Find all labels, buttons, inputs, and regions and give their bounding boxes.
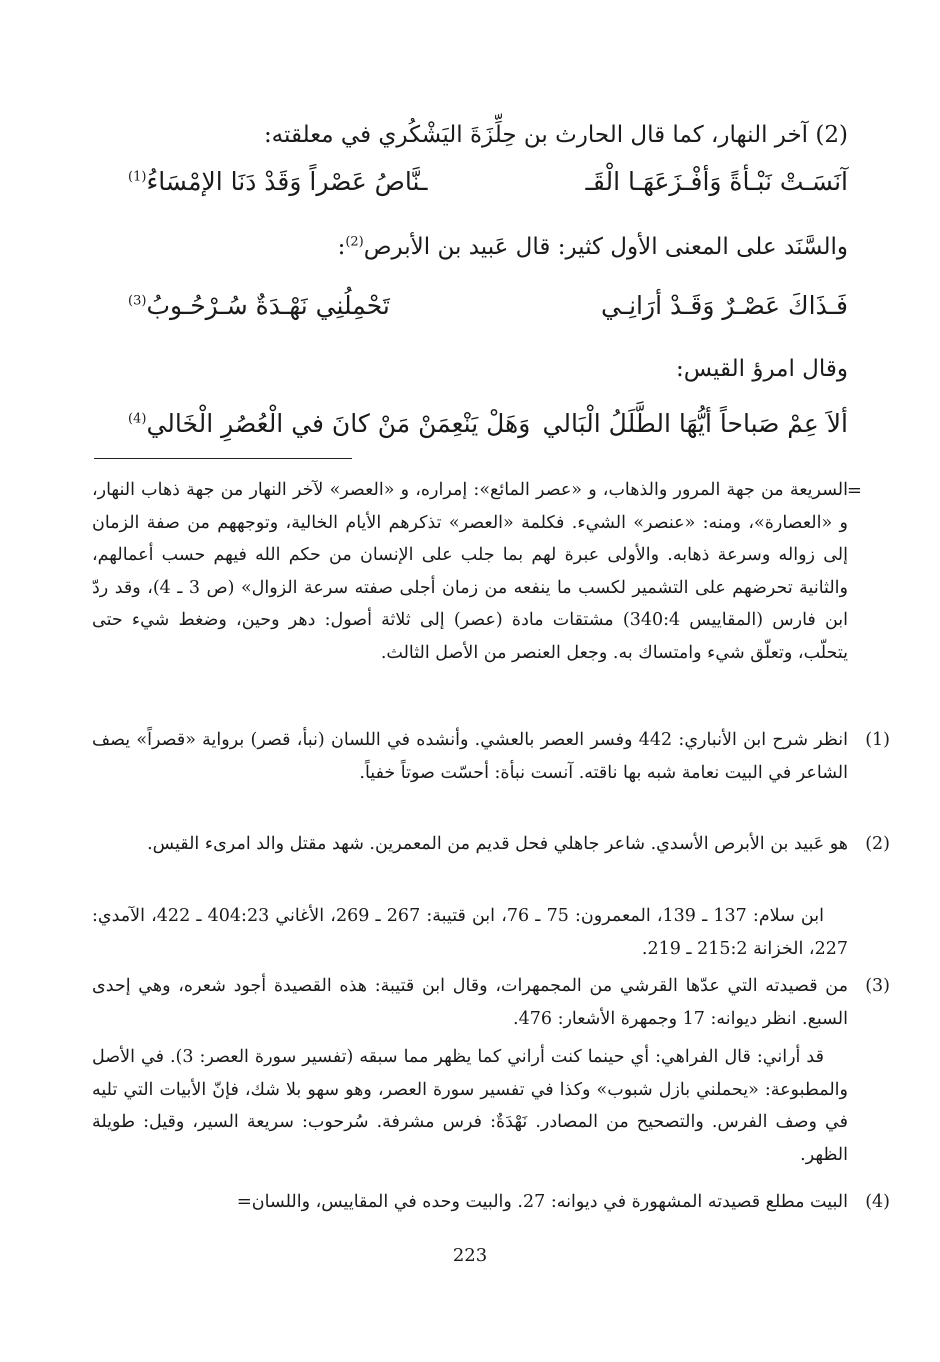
footnote-3 <box>92 970 890 1035</box>
footnote-ref-4: (4) <box>128 411 147 427</box>
line-2-colon: : <box>337 234 346 260</box>
footnote-3-commentary-text: قد أراني: قال الفراهي: أي حينما كنت أراني كما يظهر مما سبقه (تفسير سورة العصر: 3). في الأصل والمطبوعة: «يحملني بازل شبوب» وكذا في تفسير سورة العصر، وهو سهو بلا شك، فإنّ الأبيات التي تليه في وصف الفرس. والتصحيح من المصادر. نَهْدَةٌ: فرس مشرفة. سُرحوب: سريعة السير، وقيل: طويلة الظهر. <box>92 1047 848 1165</box>
footnote-continuation-text: السريعة من جهة المرور والذهاب، و «عصر المائع»: إمراره، و «العصر» لآخر النهار من جهة ذهاب النهار، و «العصارة»، ومنه: «عنصر» الشيء. فكلمة «العصر» تذكرهم الأيام الخالية، وتوجههم من صفة الزمان إلى زواله وسرعة ذهابه. والأولى عبرة لهم بما جلب على الإنسان من حكم الله فيهم حسب أعمالهم، والثانية تحرضهم على التشمير لكسب ما ينفعه من زمان أجلى صفته سرعة الزوال» (ص 3 ـ 4)، وقد ردّ ابن فارس (المقاييس 340:4) مشتقات مادة (عصر) إلى ثلاثة أصول: دهر وحين، وضغط شيء حتى يتحلّب، وتعلّق شيء وامتساك به. وجعل العنصر من الأصل الثالث. <box>92 480 848 663</box>
verse-2-second-hemistich <box>128 286 390 326</box>
footnote-continuation <box>92 474 848 669</box>
footnote-3-number: (3) <box>865 976 890 996</box>
continuation-mark: = <box>846 480 862 501</box>
line-2-text: والسَّنَد على المعنى الأول كثير: قال عَبيد بن الأبرص <box>363 234 848 260</box>
verse-3-second-text: وَهَلْ يَنْعِمَنْ مَنْ كانَ في الْعُصُرِ الْخَالي <box>146 409 531 438</box>
footnote-4-text-line <box>92 1186 848 1219</box>
footnote-1-text: انظر شرح ابن الأنباري: 442 وفسر العصر بالعشي. وأنشده في اللسان (نبأ، قصر) برواية «قصراً» يصف الشاعر في البيت نعامة شبه بها ناقته. آنست نبأة: أحسّت صوتاً خفياً. <box>92 730 848 783</box>
verse-3-first-hemistich: ألاَ عِمْ صَباحاً أيُّهَا الطَّلَلُ الْبَالي <box>542 409 848 438</box>
verse-1-first-hemistich: آنَسَـتْ نَبْـأةً وَأفْـزَعَهَـا الْقَـ <box>585 167 848 196</box>
verse-3 <box>128 404 848 444</box>
footnote-2-number: (2) <box>865 834 890 854</box>
footnote-4 <box>92 1186 890 1219</box>
footnote-separator <box>94 458 352 459</box>
footnote-4-number: (4) <box>865 1192 890 1212</box>
verse-1 <box>128 162 848 202</box>
intro-line <box>264 118 848 152</box>
verse-1-second-text: ـنَّاصُ عَصْراً وَقَدْ دَنَا الإمْسَاءُ <box>146 167 428 196</box>
verse-2-first-hemistich: فَـذَاكَ عَصْـرٌ وَقَـدْ أرَانِـي <box>600 291 848 320</box>
footnote-ref-1: (1) <box>128 169 147 185</box>
verse-1-second-hemistich <box>128 162 427 202</box>
footnote-4-continuation-mark: = <box>236 1191 252 1212</box>
verse-2-second-text: تَحْمِلُنِي نَهْـدَةٌ سُـرْحُـوبُ <box>146 291 390 320</box>
footnote-4-text: البيت مطلع قصيدته المشهورة في ديوانه: 27. والبيت وحده في المقاييس، واللسان <box>251 1192 848 1212</box>
footnote-3-commentary <box>92 1041 848 1171</box>
footnote-1-number: (1) <box>865 730 890 750</box>
line-3-text: وقال امرؤ القيس: <box>676 356 848 382</box>
footnote-1 <box>92 724 890 789</box>
intro-text: (2) آخر النهار، كما قال الحارث بن حِلِّزَةَ اليَشْكُري في معلقته: <box>263 122 848 148</box>
footnote-2-sources-text: ابن سلام: 137 ـ 139، المعمرون: 75 ـ 76، ابن قتيبة: 267 ـ 269، الأغاني 404:23 ـ 422، الآمدي: 227، الخزانة 215:2 ـ 219. <box>92 906 848 959</box>
intro-line-3 <box>676 352 848 386</box>
footnote-2-sources <box>92 900 848 965</box>
intro-line-2 <box>338 230 848 264</box>
footnote-ref-2: (2) <box>345 234 364 250</box>
footnote-3-text: من قصيدته التي عدّها القرشي من المجمهرات، وقال ابن قتيبة: هذه القصيدة أجود شعره، وهي إحدى السبع. انظر ديوانه: 17 وجمهرة الأشعار: 476. <box>92 976 848 1029</box>
footnote-ref-3: (3) <box>128 293 147 309</box>
verse-2 <box>128 286 848 326</box>
footnote-2 <box>92 828 890 861</box>
page-number: 223 <box>452 1245 488 1266</box>
verse-3-second-hemistich <box>128 404 530 444</box>
footnote-2-text: هو عَبيد بن الأبرص الأسدي. شاعر جاهلي فحل قديم من المعمرين. شهد مقتل والد امرىء القيس. <box>147 834 848 854</box>
